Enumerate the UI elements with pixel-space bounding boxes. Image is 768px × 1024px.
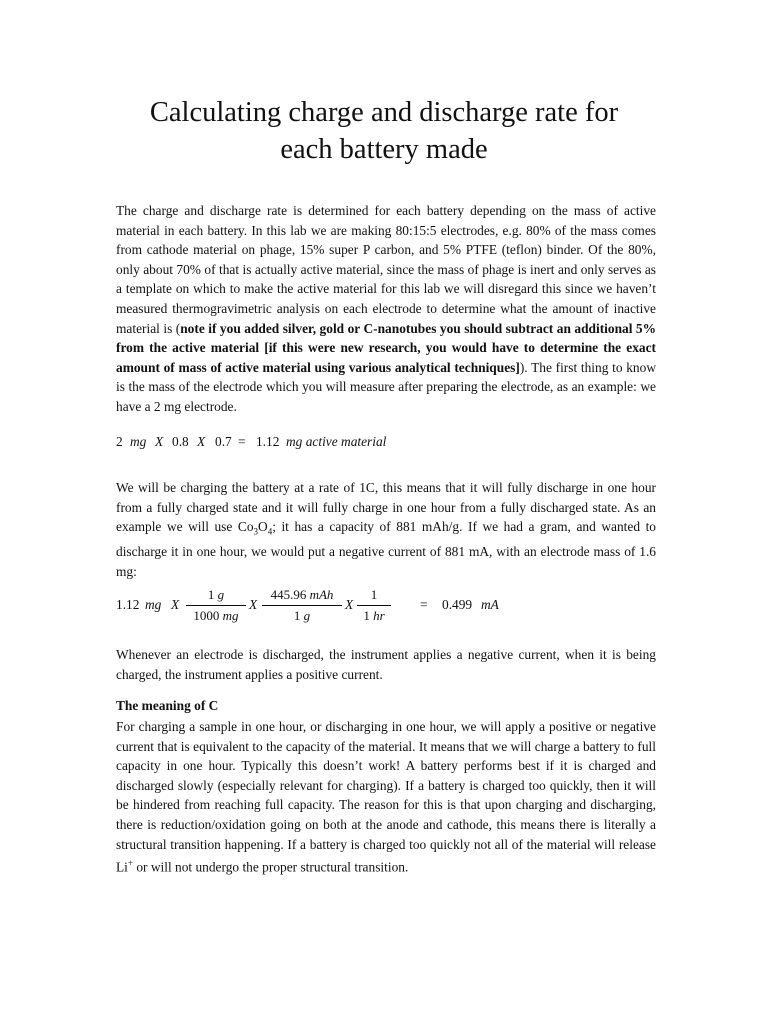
frac-unit: g <box>303 608 311 623</box>
frac-num: 445.96 <box>270 587 307 602</box>
subscript: 3 <box>253 526 259 537</box>
frac-num: 1 <box>207 587 215 602</box>
paragraph-active-material <box>116 201 656 417</box>
fraction-gram-per-mg <box>186 587 246 624</box>
fraction-capacity <box>262 587 342 624</box>
eq-number: 0.8 <box>172 434 189 449</box>
title-line-1: Calculating charge and discharge rate for <box>149 97 619 128</box>
subscript: 4 <box>267 526 273 537</box>
frac-den: 1 <box>363 608 370 623</box>
section-heading: The meaning of C <box>116 698 219 713</box>
paragraph-charge-rate <box>116 478 656 582</box>
eq-number: 0.7 <box>215 434 232 449</box>
paragraph-meaning-of-c <box>116 717 656 877</box>
eq-unit: mg active material <box>286 434 387 449</box>
eq-times: X <box>155 434 164 449</box>
frac-unit: g <box>217 587 225 602</box>
paragraph-text: We will be charging the battery at a rate of 1C, this means that it will fully discharge in one hour from a fully charged state and it will fully charge in one hour from a fully discharged state. As an example we will use Co <box>116 480 656 535</box>
eq-unit: mg <box>130 434 147 449</box>
frac-num: 1 <box>370 587 378 602</box>
paragraph-current-sign: Whenever an electrode is discharged, the instrument applies a negative current, when it is being charged, the instrument applies a positive current. <box>116 647 656 682</box>
frac-den: 1 <box>293 608 301 623</box>
eq-number: 2 <box>116 434 123 449</box>
eq-times: X <box>171 597 180 612</box>
title-line-2: each battery made <box>280 134 488 165</box>
superscript: + <box>127 858 133 869</box>
frac-unit: mAh <box>309 587 334 602</box>
paragraph-text: O <box>258 519 268 535</box>
fraction-per-hour <box>357 587 391 624</box>
paragraph-text: or will not undergo the proper structural transition. <box>132 859 409 875</box>
bold-note: note if you added silver, gold or C-nanotubes you should subtract an additional 5% from the active material [if this were new research, you would have to determine the exact amount of mass of active material using various analytical techniques] <box>116 320 657 375</box>
frac-den: 1000 <box>193 608 220 623</box>
paragraph-text: The charge and discharge rate is determined for each battery depending on the mass of active material in each battery. In this lab we are making 80:15:5 electrodes, e.g. 80% of the mass comes from cathode material on phage, 15% super P carbon, and 5% PTFE (teflon) binder. Of the 80%, only about 70% of that is actually active material, since the mass of phage is inert and only serves as a template on which to make the active material for this lab we will disregard this since we haven’t measured thermogravimetric analysis on each electrode to determine what the amount of inactive material is ( <box>116 203 656 336</box>
eq-times: X <box>345 597 354 612</box>
eq-unit: mA <box>481 597 499 612</box>
paragraph-text: ; it has a capacity of 881 mAh/g. If we had a gram, and wanted to discharge it in one hour, we would put a negative current of 881 mA, with an electrode mass of 1.6 mg: <box>116 519 656 580</box>
eq-times: X <box>197 434 206 449</box>
frac-unit: mg <box>222 608 239 623</box>
paragraph-text: For charging a sample in one hour, or discharging in one hour, we will apply a positive or negative current that is equivalent to the capacity of the material. It means that we will charge a battery to full capacity in one hour. Typically this doesn’t work! A battery performs best if it is charged and discharged slowly (especially relevant for charging). If a battery is charged too quickly, then it will be hindered from reaching full capacity. The reason for this is that upon charging and discharging, there is reduction/oxidation going on both at the anode and cathode, this means there is literally a structural transition happening. If a battery is charged too quickly not all of the material will release Li <box>116 719 656 875</box>
eq-unit: mg <box>145 597 162 612</box>
eq-equals: = <box>238 434 246 449</box>
page-title <box>96 94 672 168</box>
frac-unit: hr <box>373 608 385 623</box>
eq-number: 1.12 <box>256 434 280 449</box>
eq-times: X <box>249 597 258 612</box>
eq-number: 1.12 <box>116 597 140 612</box>
eq-equals: = <box>420 597 428 612</box>
paragraph-text: ). The first thing to know is the mass of the electrode which you will measure after preparing the electrode, as an example: we have a 2 mg electrode. <box>116 359 656 414</box>
eq-result: 0.499 <box>442 597 473 612</box>
